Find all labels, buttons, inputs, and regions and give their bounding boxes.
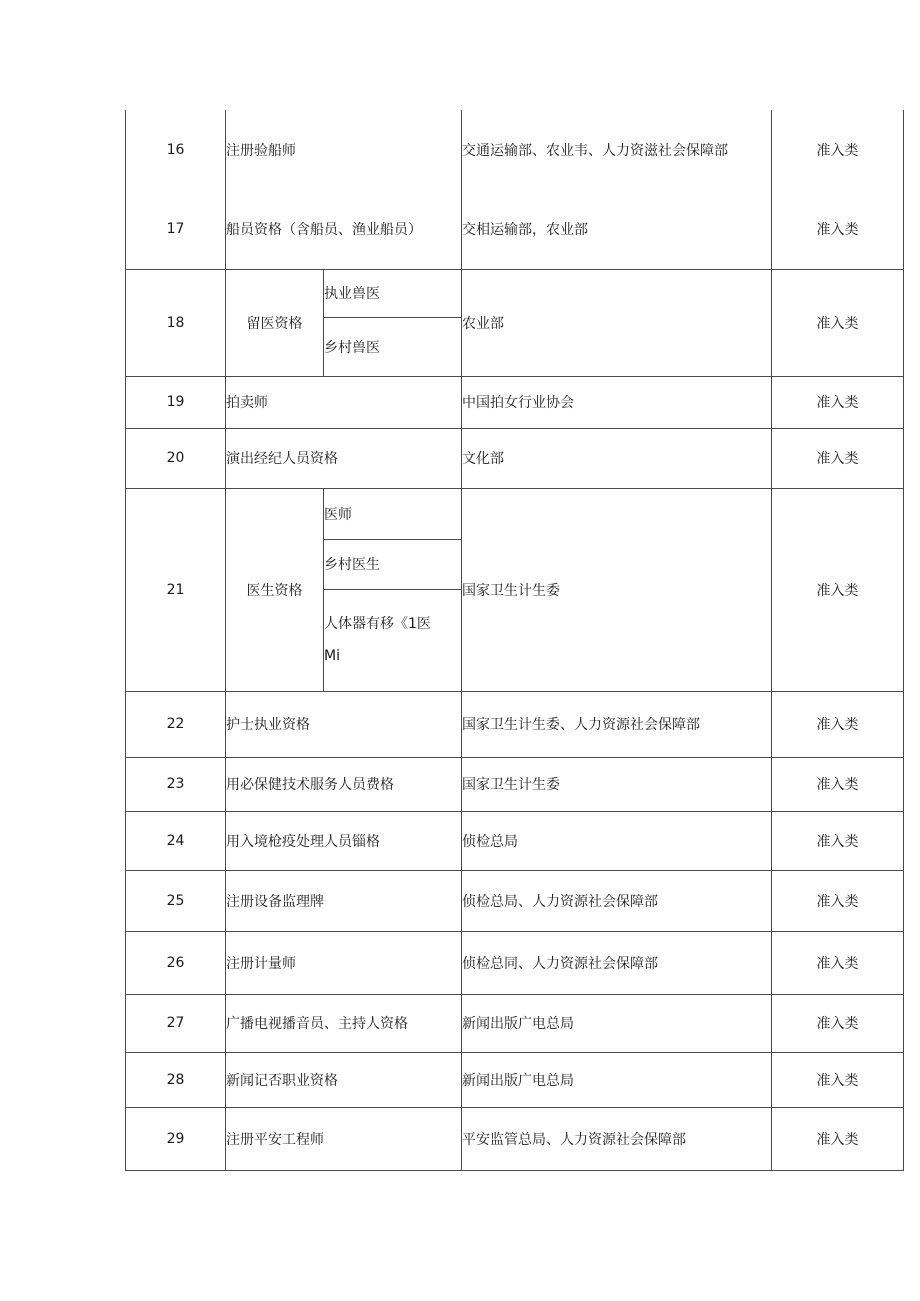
department: 文化部 <box>462 428 772 488</box>
department: 交相运输部，农业部 <box>462 190 772 269</box>
department: 侦检总局 <box>462 811 772 870</box>
department: 交通运输部、农业韦、人力资滋社会保障部 <box>462 110 772 190</box>
table-row <box>126 811 904 870</box>
category: 准入类 <box>772 376 904 428</box>
department: 新闻出版广电总局 <box>462 994 772 1052</box>
table-row <box>126 1052 904 1107</box>
table-row <box>126 190 904 269</box>
row-number: 16 <box>126 110 226 190</box>
row-number: 29 <box>126 1107 226 1170</box>
department: 新闻出版广电总局 <box>462 1052 772 1107</box>
category: 准入类 <box>772 269 904 376</box>
category: 准入类 <box>772 428 904 488</box>
category: 准入类 <box>772 110 904 190</box>
qualification-name: 注册设备监理牌 <box>226 870 462 931</box>
table-row <box>126 428 904 488</box>
category: 准入类 <box>772 757 904 811</box>
category: 准入类 <box>772 994 904 1052</box>
department: 国家卫生计生委、人力资源社会保障部 <box>462 691 772 757</box>
row-number: 28 <box>126 1052 226 1107</box>
table-row <box>126 691 904 757</box>
qualification-name: 注册计量师 <box>226 931 462 994</box>
sub-qualification-line: Mi <box>324 648 340 664</box>
department: 农业部 <box>462 269 772 376</box>
category: 准入类 <box>772 870 904 931</box>
table-row <box>126 994 904 1052</box>
row-number: 24 <box>126 811 226 870</box>
category: 准入类 <box>772 1052 904 1107</box>
table-row <box>126 488 904 539</box>
qualification-group: 留医资格 <box>226 269 324 376</box>
qualification-name: 用必保健技术服务人员费格 <box>226 757 462 811</box>
category: 准入类 <box>772 1107 904 1170</box>
row-number: 17 <box>126 190 226 269</box>
qualification-name: 广播电视播音员、主持人资格 <box>226 994 462 1052</box>
row-number: 25 <box>126 870 226 931</box>
department: 平安监管总局、人力资源社会保障部 <box>462 1107 772 1170</box>
sub-qualification-multiline <box>324 589 462 691</box>
table-row <box>126 1107 904 1170</box>
table-row <box>126 870 904 931</box>
row-number: 23 <box>126 757 226 811</box>
qualification-name: 注册平安工程师 <box>226 1107 462 1170</box>
row-number: 26 <box>126 931 226 994</box>
category: 准入类 <box>772 691 904 757</box>
row-number: 20 <box>126 428 226 488</box>
row-number: 21 <box>126 488 226 691</box>
category: 准入类 <box>772 931 904 994</box>
sub-qualification: 乡村医生 <box>324 539 462 589</box>
sub-qualification: 乡村兽医 <box>324 317 462 376</box>
department: 中国拍女行业协会 <box>462 376 772 428</box>
qualification-name: 演出经纪人员资格 <box>226 428 462 488</box>
sub-qualification-line: 人体器有移《1医 <box>324 616 431 632</box>
qualification-group: 医生资格 <box>226 488 324 691</box>
qualification-name: 船员资格（含船员、渔业船员） <box>226 190 462 269</box>
table-row <box>126 931 904 994</box>
department: 国家卫生计生委 <box>462 757 772 811</box>
department: 侦检总局、人力资源社会保障部 <box>462 870 772 931</box>
sub-qualification: 医师 <box>324 488 462 539</box>
qualification-name: 用入境枪疫处理人员锱格 <box>226 811 462 870</box>
table-row <box>126 376 904 428</box>
row-number: 18 <box>126 269 226 376</box>
table-row <box>126 757 904 811</box>
department: 侦检总同、人力资源社会保障部 <box>462 931 772 994</box>
table-row <box>126 269 904 317</box>
row-number: 19 <box>126 376 226 428</box>
qualification-name: 新闻记否职业资格 <box>226 1052 462 1107</box>
qualification-name: 拍卖师 <box>226 376 462 428</box>
sub-qualification: 执业兽医 <box>324 269 462 317</box>
row-number: 27 <box>126 994 226 1052</box>
category: 准入类 <box>772 190 904 269</box>
table-row <box>126 110 904 190</box>
department: 国家卫生计生委 <box>462 488 772 691</box>
category: 准入类 <box>772 488 904 691</box>
qualification-name: 注册验船师 <box>226 110 462 190</box>
category: 准入类 <box>772 811 904 870</box>
qualification-name: 护士执业资格 <box>226 691 462 757</box>
qualification-table <box>125 110 904 1171</box>
row-number: 22 <box>126 691 226 757</box>
